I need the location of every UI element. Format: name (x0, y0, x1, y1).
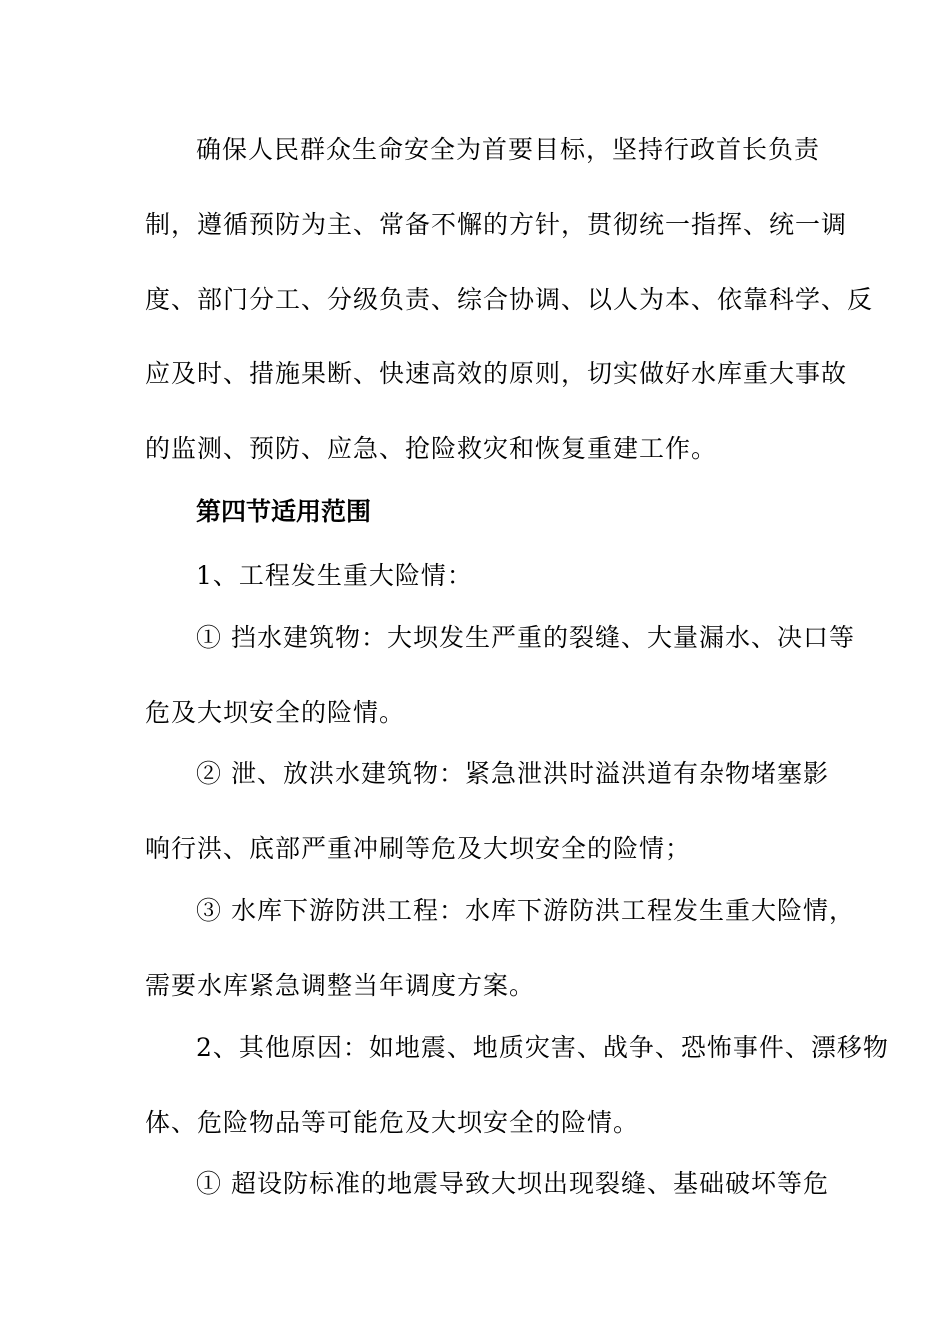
paragraph-line: 度、部门分工、分级负责、综合协调、以人为本、依靠科学、反 (145, 285, 874, 314)
paragraph-line: 应及时、措施果断、快速高效的原则，切实做好水库重大事故 (145, 359, 848, 388)
paragraph-line: 危及大坝安全的险情。 (145, 698, 406, 727)
paragraph-line: 响行洪、底部严重冲刷等危及大坝安全的险情； (145, 834, 692, 863)
paragraph-line: 的监测、预防、应急、抢险救灾和恢复重建工作。 (145, 434, 718, 463)
list-item-heading: 2、其他原因：如地震、地质灾害、战争、恐怖事件、漂移物 (196, 1033, 889, 1062)
list-item: ③ 水库下游防洪工程：水库下游防洪工程发生重大险情， (196, 896, 855, 925)
paragraph-line: 制，遵循预防为主、常备不懈的方针，贯彻统一指挥、统一调 (145, 210, 848, 239)
list-item: ① 超设防标准的地震导致大坝出现裂缝、基础破坏等危 (196, 1169, 829, 1198)
list-item-heading: 1、工程发生重大险情： (196, 561, 473, 590)
section-heading: 第四节适用范围 (196, 497, 372, 526)
paragraph-line: 需要水库紧急调整当年调度方案。 (145, 971, 536, 1000)
paragraph-line: 体、危险物品等可能危及大坝安全的险情。 (145, 1108, 640, 1137)
list-item: ① 挡水建筑物：大坝发生严重的裂缝、大量漏水、决口等 (196, 623, 855, 652)
paragraph-line: 确保人民群众生命安全为首要目标，坚持行政首长负责 (196, 135, 821, 164)
list-item: ② 泄、放洪水建筑物：紧急泄洪时溢洪道有杂物堵塞影 (196, 759, 829, 788)
